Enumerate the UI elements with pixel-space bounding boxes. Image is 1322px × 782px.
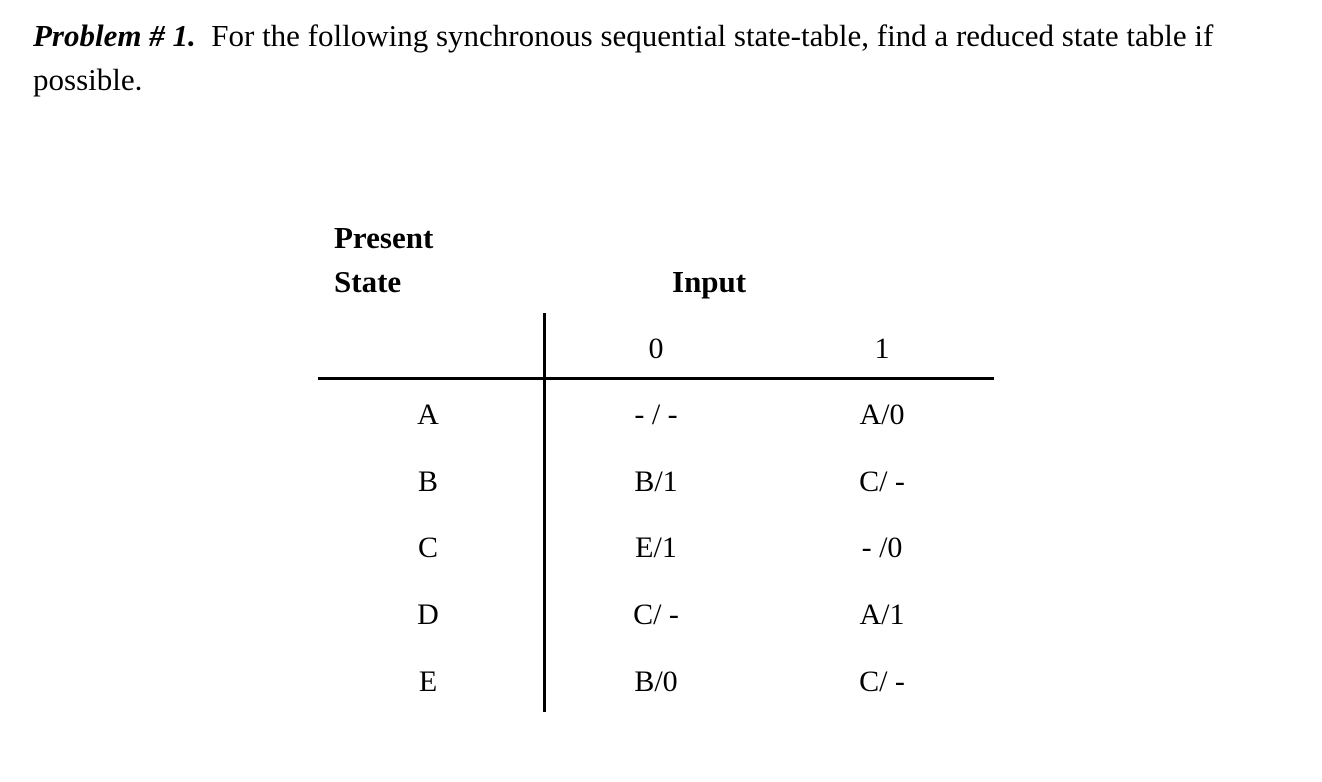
problem-text: For the following synchronous sequential state-table, find a reduced state table if possible.	[33, 18, 1214, 97]
vertical-divider	[543, 313, 546, 712]
header-state: State	[334, 264, 402, 299]
row-b-state: B	[417, 465, 438, 498]
header-present: Present	[334, 220, 434, 255]
row-d-input-1: A/1	[859, 598, 905, 631]
input-column-0: 0	[648, 332, 664, 365]
row-d-input-0: C/ -	[633, 598, 679, 631]
problem-label: Problem # 1.	[33, 18, 196, 53]
row-a-input-1: A/0	[859, 398, 905, 431]
row-c-state: C	[417, 531, 438, 564]
row-d-state: D	[417, 598, 439, 631]
row-e-input-1: C/ -	[859, 665, 905, 698]
header-input: Input	[672, 264, 747, 299]
row-e-state: E	[418, 665, 438, 698]
row-c-input-1: - /0	[861, 531, 903, 564]
problem-statement	[33, 14, 1303, 102]
row-a-state: A	[417, 398, 439, 431]
row-b-input-1: C/ -	[859, 465, 905, 498]
row-c-input-0: E/1	[635, 531, 677, 564]
input-column-1: 1	[874, 332, 890, 365]
horizontal-divider	[318, 377, 994, 380]
row-e-input-0: B/0	[634, 665, 678, 698]
row-b-input-0: B/1	[634, 465, 678, 498]
row-a-input-0: - / -	[634, 398, 678, 431]
